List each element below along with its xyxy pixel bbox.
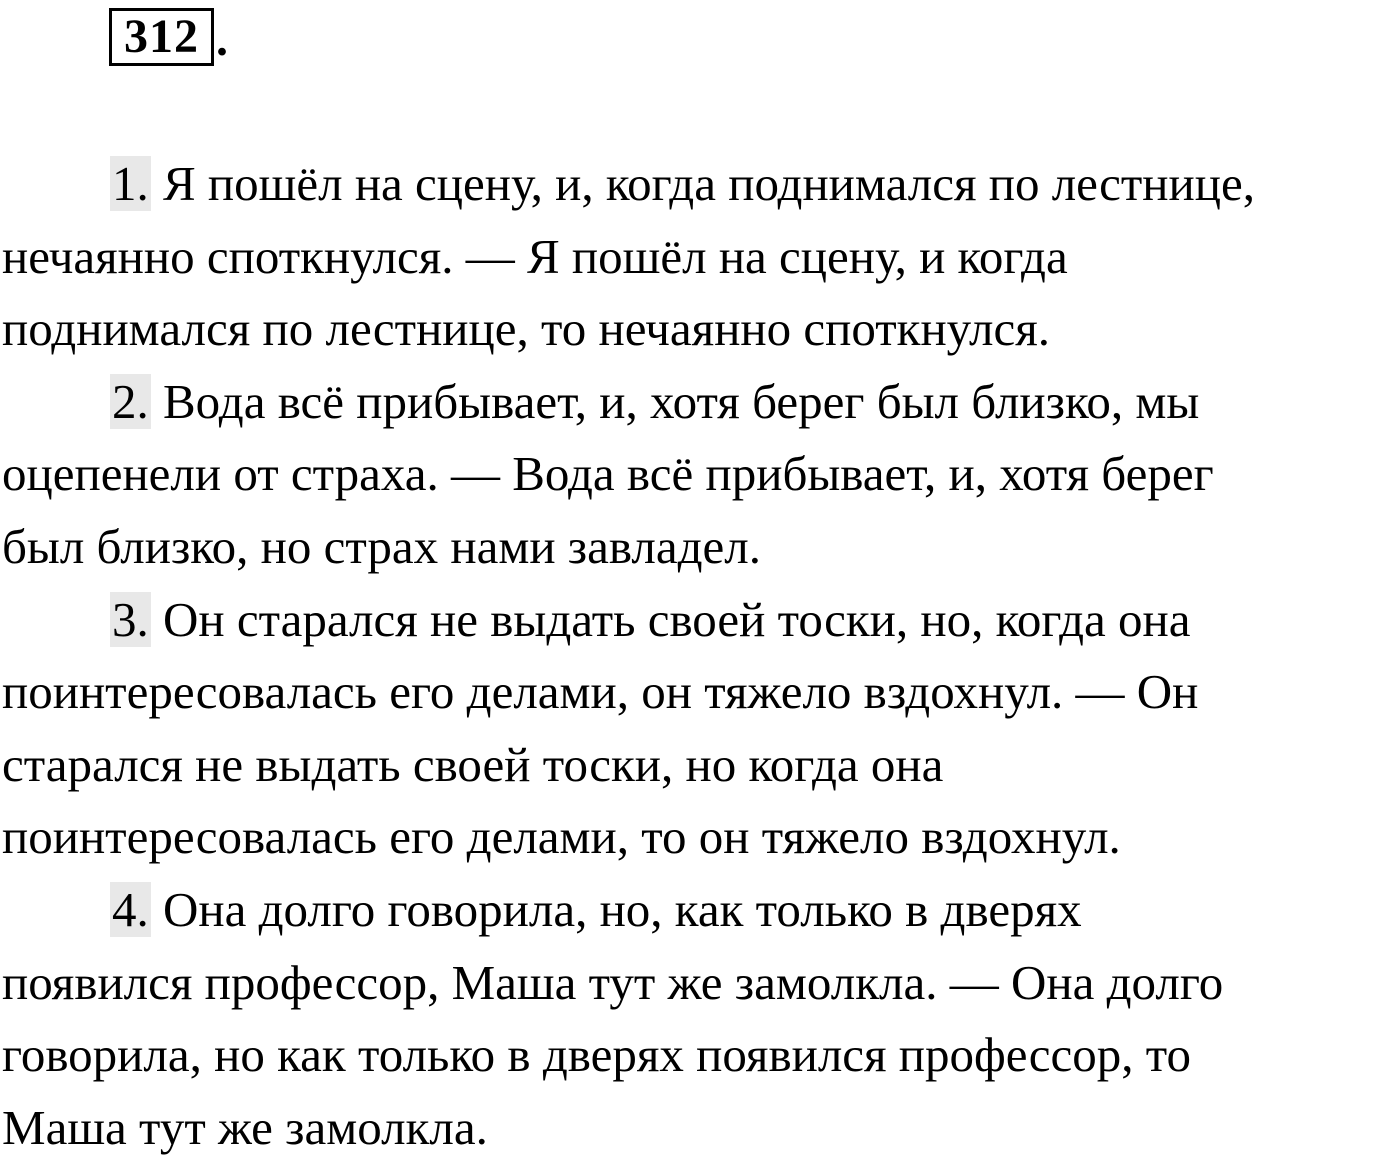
item-3-line-3: старался не выдать своей тоски, но когда она [2, 736, 944, 792]
item-3 [2, 584, 1398, 874]
item-3-number: 3. [112, 591, 149, 647]
item-3-text-1: Он старался не выдать своей тоски, но, когда она [163, 591, 1191, 647]
item-4-line-1 [2, 874, 1398, 947]
item-4-line-2: появился профессор, Маша тут же замолкла. — Она долго [2, 954, 1224, 1010]
item-1-text-1: Я пошёл на сцену, и, когда поднимался по лестнице, [163, 156, 1255, 211]
item-2 [2, 366, 1398, 584]
item-4-line-3: говорила, но как только в дверях появился профессор, то [2, 1027, 1192, 1083]
item-4-number: 4. [112, 881, 149, 937]
item-3-line-1 [2, 584, 1398, 657]
item-1-line-1 [2, 148, 1398, 221]
exercise-number-box [109, 8, 214, 66]
item-1 [2, 148, 1398, 366]
item-4 [2, 874, 1398, 1164]
item-2-line-2: оцепенели от страха. — Вода всё прибывает, и, хотя берег [2, 446, 1214, 502]
item-3-line-4: поинтересовалась его делами, то он тяжело вздохнул. [2, 809, 1121, 865]
exercise-header [109, 8, 228, 66]
item-2-line-3: был близко, но страх нами завладел. [2, 518, 761, 574]
item-1-line-2: нечаянно споткнулся. — Я пошёл на сцену, и когда [2, 228, 1068, 284]
item-2-text-1: Вода всё прибывает, и, хотя берег был близко, мы [163, 373, 1200, 429]
item-1-number: 1. [112, 156, 149, 211]
item-3-line-2: поинтересовалась его делами, он тяжело вздохнул. — Он [2, 664, 1199, 720]
item-2-number: 2. [112, 373, 149, 429]
item-2-line-1 [2, 366, 1398, 439]
item-4-line-4: Маша тут же замолкла. [2, 1099, 488, 1155]
item-1-line-3: поднимался по лестнице, то нечаянно споткнулся. [2, 301, 1050, 357]
exercise-number: 312 [124, 10, 199, 63]
exercise-body [2, 148, 1398, 1164]
item-4-text-1: Она долго говорила, но, как только в дверях [163, 881, 1082, 937]
exercise-number-dot: . [216, 13, 228, 66]
